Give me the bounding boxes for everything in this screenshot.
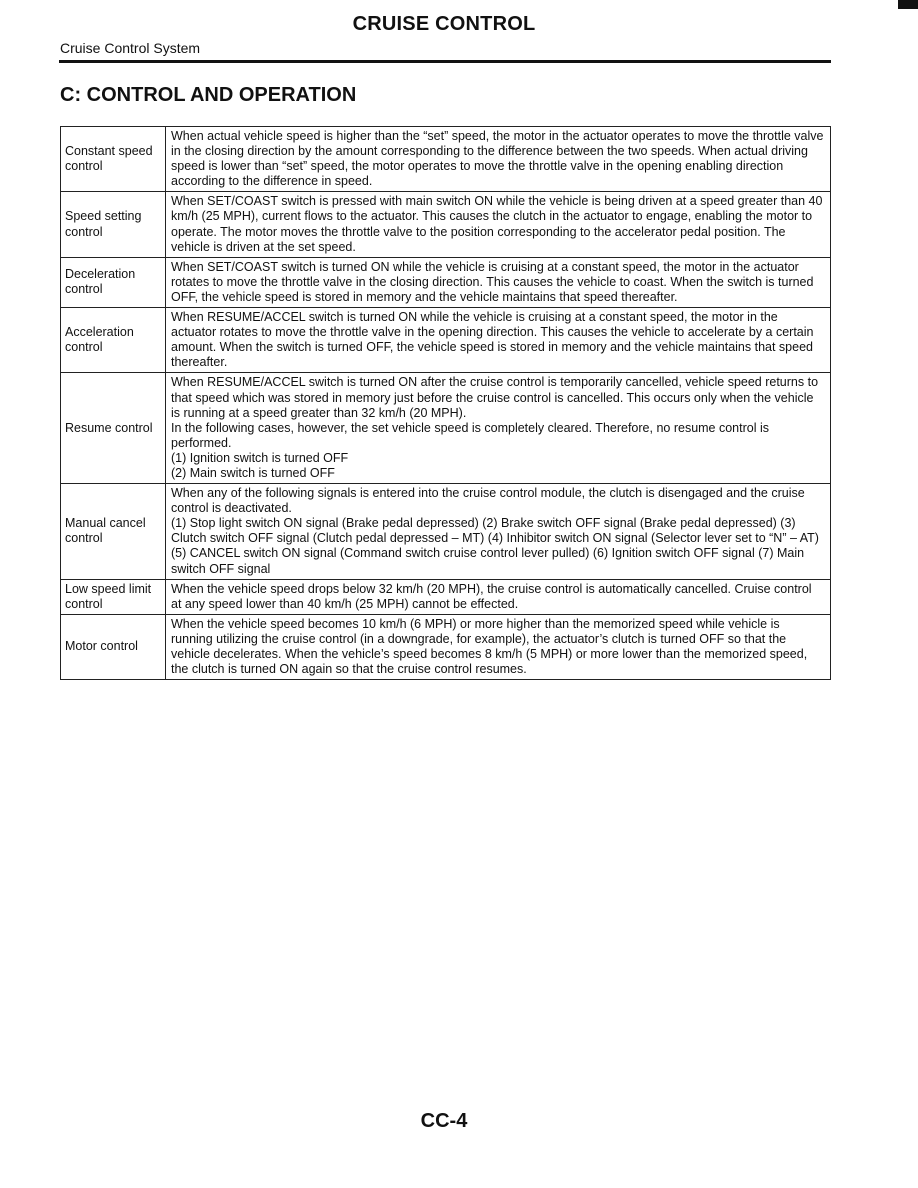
row-name: Deceleration control [61, 257, 166, 307]
row-description [166, 192, 831, 257]
row-description [166, 257, 831, 307]
row-description [166, 484, 831, 580]
description-line: When RESUME/ACCEL switch is turned ON while the vehicle is cruising at a constant speed, the motor in the actuator rotates to move the throttle valve in the opening direction. This causes the vehicle to accelerate by a certain amount. When the switch is turned OFF, the vehicle speed is stored in memory and the vehicle maintains that speed thereafter. [171, 310, 814, 370]
row-name: Constant speed control [61, 127, 166, 192]
description-line: (2) Main switch is turned OFF [171, 465, 335, 480]
control-operation-table [60, 126, 831, 680]
row-description [166, 373, 831, 484]
description-line: (1) Stop light switch ON signal (Brake pedal depressed) (2) Brake switch OFF signal (Brake pedal depressed) (3) Clutch switch OFF signal (Clutch pedal depressed – MT) (4) Inhibitor switch ON signal (Selector lever set to “N” – AT) (5) CANCEL switch ON signal (Command switch cruise control lever pulled) (6) Ignition switch OFF signal (7) Main switch OFF signal [171, 516, 819, 576]
row-name: Manual cancel control [61, 484, 166, 580]
corner-mark [898, 0, 918, 9]
row-name: Acceleration control [61, 308, 166, 373]
row-name: Motor control [61, 614, 166, 679]
table-row-speed-setting [61, 192, 831, 257]
description-line: When the vehicle speed becomes 10 km/h (6 MPH) or more higher than the memorized speed while vehicle is running utilizing the cruise control (in a downgrade, for example), the actuator’s clutch is turned OFF so that the vehicle decelerates. When the vehicle’s speed becomes 8 km/h (5 MPH) or more lower than the memorized speed, the clutch is turned ON again so that the cruise control resumes. [171, 616, 808, 677]
description-line: When any of the following signals is entered into the cruise control module, the clutch is disengaged and the cruise control is deactivated. [171, 486, 805, 516]
table-row-constant-speed [61, 127, 831, 192]
table-row-low-speed-limit [61, 579, 831, 614]
description-line: When actual vehicle speed is higher than the “set” speed, the motor in the actuator operates to move the throttle valve in the closing direction by the amount corresponding to the difference between the two speeds. When actual driving speed is lower than “set” speed, the motor operates to move the throttle valve in the opening enabling direction according to the difference in speed. [171, 129, 824, 189]
table-row-motor [61, 614, 831, 679]
header-rule [59, 60, 831, 63]
table-row-deceleration [61, 257, 831, 307]
table-row-acceleration [61, 308, 831, 373]
table-row-manual-cancel [61, 484, 831, 580]
description-line: When the vehicle speed drops below 32 km/h (20 MPH), the cruise control is automatically cancelled. Cruise control at any speed lower than 40 km/h (25 MPH) cannot be effected. [171, 581, 812, 611]
page-number: CC-4 [420, 1110, 468, 1132]
description-line: When SET/COAST switch is pressed with main switch ON while the vehicle is being driven at a speed greater than 40 km/h (25 MPH), current flows to the actuator. This causes the clutch in the actuator to engage, enabling the motor to operate. The motor moves the throttle valve to the position corresponding to the accelerator pedal position. The vehicle is driven at the set speed. [171, 194, 823, 254]
description-line: (1) Ignition switch is turned OFF [171, 450, 349, 465]
page-title: CRUISE CONTROL [352, 13, 536, 35]
description-line: When RESUME/ACCEL switch is turned ON after the cruise control is temporarily cancelled, vehicle speed returns to that speed which was stored in memory just before the cruise control is cancelled. This occurs only when the vehicle is running at a speed greater than 32 km/h (20 MPH). [171, 375, 819, 420]
row-name: Resume control [61, 373, 166, 484]
section-heading: C: CONTROL AND OPERATION [60, 84, 357, 106]
row-description [166, 579, 831, 614]
section-label: Cruise Control System [60, 40, 201, 56]
row-name: Speed setting control [61, 192, 166, 257]
table-row-resume [61, 373, 831, 484]
description-line: When SET/COAST switch is turned ON while the vehicle is cruising at a constant speed, the motor in the actuator rotates to move the throttle valve in the closing direction. This causes the vehicle to coast. When the switch is turned OFF, the vehicle speed is stored in memory and the vehicle maintains that speed thereafter. [171, 259, 814, 304]
row-description [166, 308, 831, 373]
row-name: Low speed limit control [61, 579, 166, 614]
row-description [166, 614, 831, 679]
row-description [166, 127, 831, 192]
description-line: In the following cases, however, the set vehicle speed is completely cleared. Therefore, no resume control is performed. [171, 420, 769, 450]
